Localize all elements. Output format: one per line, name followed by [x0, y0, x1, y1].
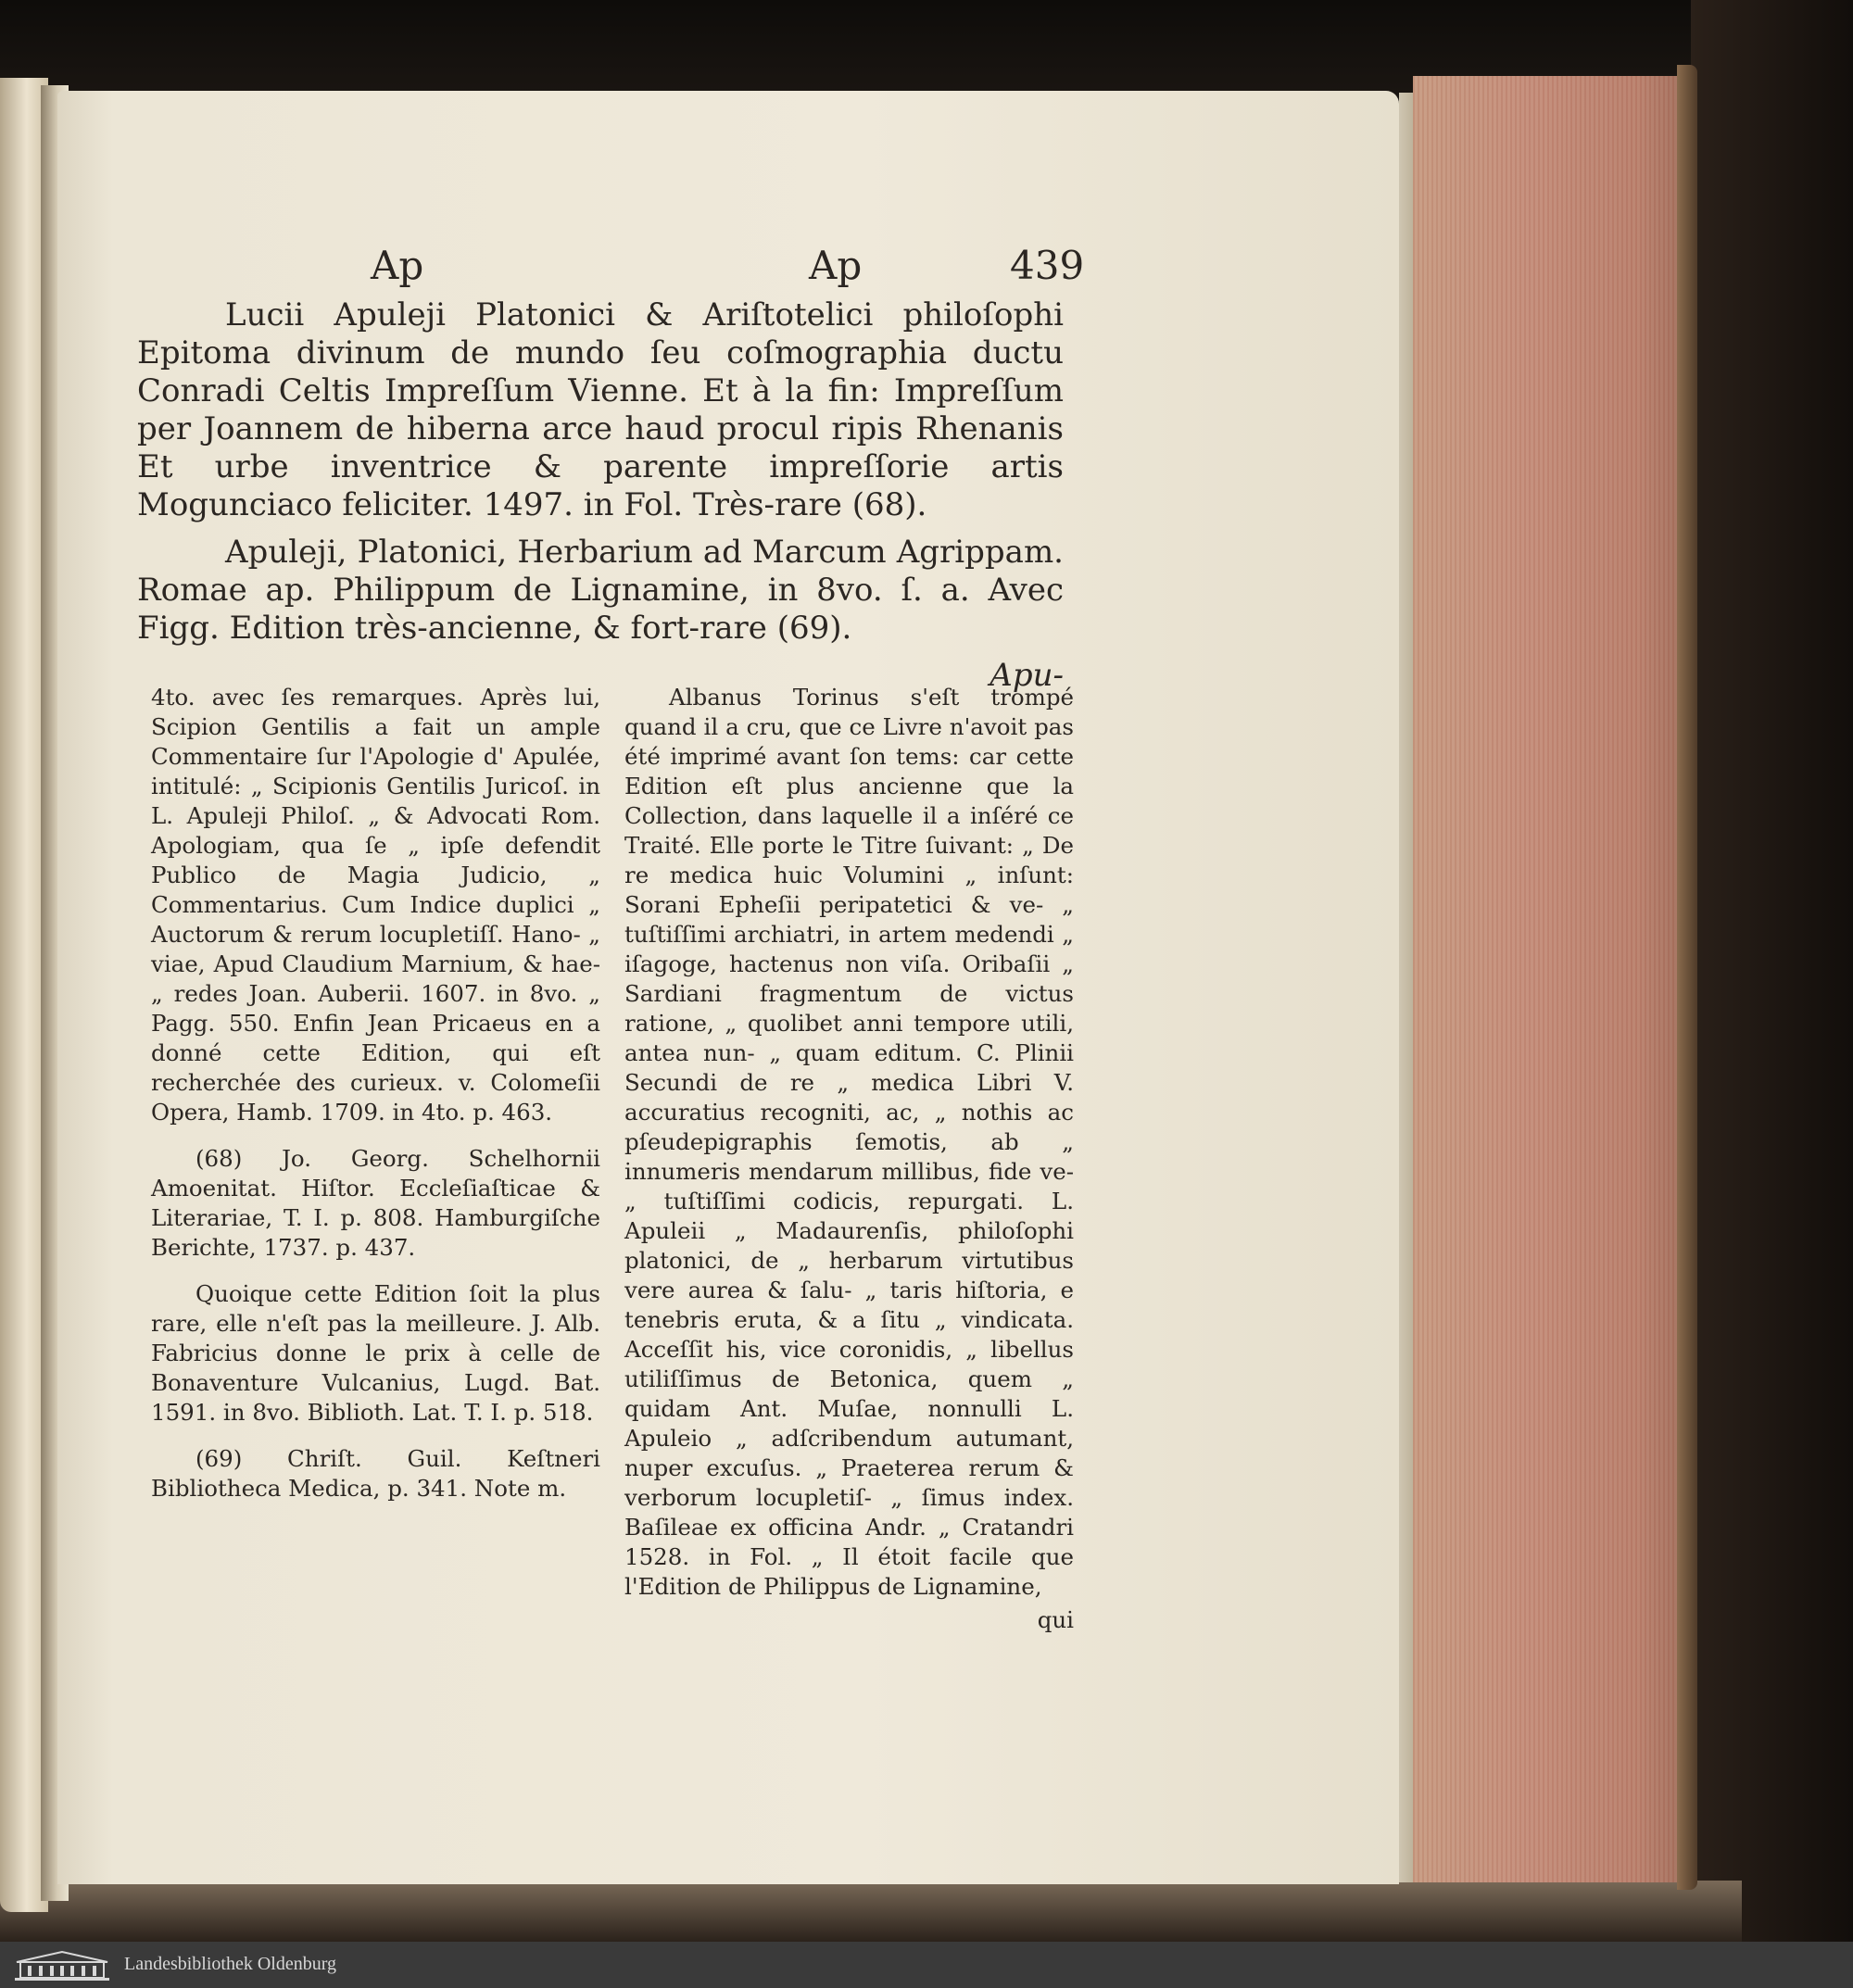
entry-apuleius-herbarium: Apuleji, Platonici, Herbarium ad Marcum Agrippam. Romae ap. Philippum de Lignamine, in 8vo. ſ. a. Avec Figg. Edition très-ancienne, & fort-rare (69). [137, 534, 1064, 647]
footnote-column-right [624, 683, 1074, 1652]
column-catchword: qui [1037, 1606, 1074, 1633]
book-binding-bottom [0, 1881, 1742, 1942]
footnote-column-left [151, 683, 600, 1520]
footnote-69: (69) Chriſt. Guil. Keſtneri Bibliotheca Medica, p. 341. Note m. [151, 1445, 600, 1502]
footer-bar [0, 1942, 1853, 1988]
center-running-head: Ap [809, 243, 863, 288]
page-number: 439 [1010, 243, 1085, 288]
note-paragraph: Quoique cette Edition ſoit la plus rare, elle n'eſt pas la meilleure. J. Alb. Fabricius donne le prix à celle de Bonaventure Vulcanius, Lugd. Bat. 1591. in 8vo. Biblioth. Lat. T. I. p. 518. [151, 1280, 600, 1426]
footnote-68: (68) Jo. Georg. Schelhornii Amoenitat. Hiſtor. Eccleſiaſticae & Literariae, T. I. p. 808. Hamburgiſche Berichte, 1737. p. 437. [151, 1145, 600, 1261]
book-fore-edge [1413, 76, 1695, 1882]
scan-background-right [1691, 0, 1853, 1942]
book-cover-edge [1677, 65, 1697, 1890]
note-continuation: 4to. avec ſes remarques. Après lui, Scipion Gentilis a fait un ample Commentaire ſur l'Apologie d' Apulée, intitulé: „ Scipionis Gentilis Juricoſ. in L. Apuleji Philoſ. „ & Advocati Rom. Apologiam, qua ſe „ ipſe defendit Publico de Magia Judicio, „ Commentarius. Cum Indice duplici „ Auctorum & rerum locupletiſſ. Hano- „ viae, Apud Claudium Marnium, & hae- „ redes Joan. Auberii. 1607. in 8vo. „ Pagg. 550. Enfin Jean Pricaeus en a donné cette Edition, qui eſt recherchée des curieux. v. Colomeſii Opera, Hamb. 1709. in 4to. p. 463. [151, 684, 600, 1126]
left-running-head: Ap [371, 243, 424, 288]
note-69-text: Albanus Torinus s'eſt trompé quand il a cru, que ce Livre n'avoit pas été imprimé avant ſon tems: car cette Edition eſt plus ancienne que la Collection, dans laquelle il a inſéré ce Traité. Elle porte le Titre ſuivant: „ De re medica huic Volumini „ inſunt: Sorani Epheſii peripatetici & ve- „ tuſtiſſimi archiatri, in artem medendi „ iſagoge, hactenus non viſa. Oribaſii „ Sardiani fragmentum de victus ratione, „ quolibet anni tempore utili, antea nun- „ quam editum. C. Plinii Secundi de re „ medica Libri V. accuratius recogniti, ac, „ nothis ac pſeudepigraphis ſemotis, ab „ innumeris mendarum millibus, fide ve- „ tuſtiſſimi codicis, repurgati. L. Apuleii „ Madaurenſis, philoſophi platonici, de „ herbarum virtutibus vere aurea & ſalu- „ taris hiſtoria, e tenebris eruta, & a ſitu „ vindicata. Acceſſit his, vice coronidis, „ libellus utiliſſimus de Betonica, quem „ quidam Ant. Muſae, nonnulli L. Apuleio „ adſcribendum autumant, nuper excuſus. „ Praeterea rerum & verborum locupletiſ- „ ſimus index. Baſileae ex officina Andr. „ Cratandri 1528. in Fol. „ Il étoit facile que l'Edition de Philippus de Lignamine, [624, 684, 1074, 1600]
library-name: Landesbibliothek Oldenburg [124, 1954, 337, 1974]
running-header [144, 243, 1085, 289]
library-building-icon [15, 1951, 109, 1981]
catchword: Apu- [990, 657, 1064, 694]
entry-apuleius-epitoma: Lucii Apuleji Platonici & Ariſtotelici philoſophi Epitoma divinum de mundo ſeu coſmographia ductu Conradi Celtis Impreſſum Vienne. Et à la fin: Impreſſum per Joannem de hiberna arce haud procul ripis Rhenanis Et urbe inventrice & parente impreſſorie artis Moguncіaco feliciter. 1497. in Fol. Très-rare (68). [137, 296, 1064, 523]
main-entries [137, 296, 1064, 704]
